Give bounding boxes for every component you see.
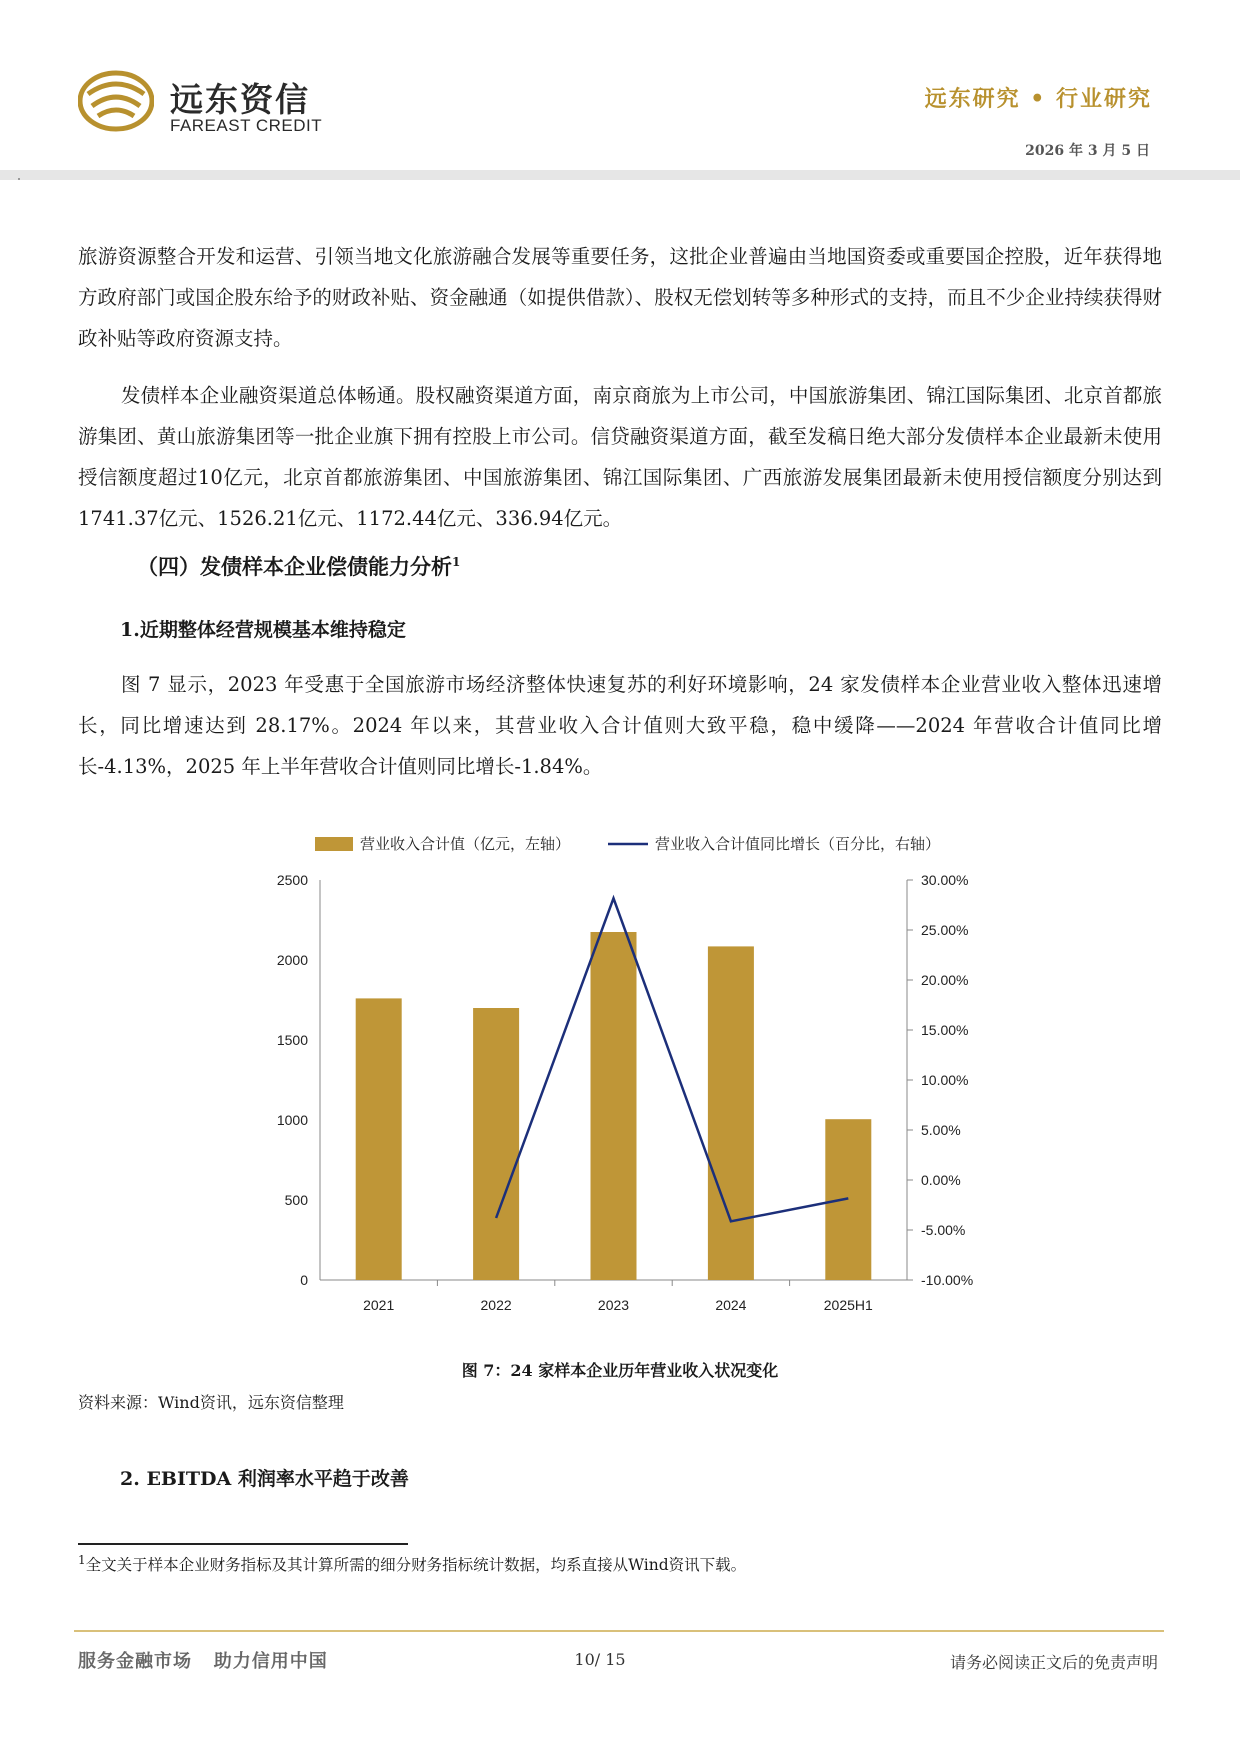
y-right-tick-label: 5.00%	[921, 1122, 961, 1138]
footnote-text: 全文关于样本企业财务指标及其计算所需的细分财务指标统计数据，均系直接从Wind资讯下载。	[85, 1556, 747, 1575]
line-growth-rate	[496, 898, 848, 1221]
footer-disclaimer: 请务必阅读正文后的免责声明	[949, 1653, 1158, 1672]
figure-caption: 图 7：24 家样本企业历年营业收入状况变化	[461, 1361, 779, 1380]
section-heading	[137, 551, 460, 581]
footnote	[78, 1553, 746, 1575]
y-right-tick-label: 25.00%	[921, 922, 969, 938]
legend-label-line: 营业收入合计值同比增长（百分比，右轴）	[655, 836, 941, 853]
y-right-tick-label: 15.00%	[921, 1022, 969, 1038]
revenue-chart	[270, 825, 1030, 1325]
footer-slogan: 服务金融市场 助力信用中国	[78, 1651, 328, 1672]
report-date: 2026 年 3 月 5 日	[1025, 143, 1150, 159]
body-paragraph: 旅游资源整合开发和运营、引领当地文化旅游融合发展等重要任务，这批企业普遍由当地国资委或重要国企控股，近年获得地方政府部门或国企股东给予的财政补贴、资金融通（如提供借款）、股权无偿划转等多种形式的支持，而且不少企业持续获得财政补贴等政府资源支持。	[78, 245, 1162, 350]
y-left-tick-label: 2000	[276, 952, 308, 968]
x-tick-label: 2025H1	[823, 1297, 873, 1313]
y-right-tick-label: 0.00%	[921, 1172, 961, 1188]
header-dot	[18, 178, 20, 180]
section-heading-text: （四）发债样本企业偿债能力分析	[137, 554, 452, 579]
y-right-tick-label: -10.00%	[921, 1272, 974, 1288]
bar-revenue	[591, 932, 637, 1280]
legend-label-bar: 营业收入合计值（亿元，左轴）	[360, 836, 571, 853]
fareast-logo-icon	[78, 70, 154, 132]
y-right-tick-label: 20.00%	[921, 972, 969, 988]
footnote-mark: 1	[452, 555, 461, 569]
chart-legend	[315, 835, 940, 853]
y-right-tick-label: 30.00%	[921, 872, 969, 888]
footer-divider	[74, 1630, 1164, 1632]
report-series: 远东研究 • 行业研究	[924, 86, 1152, 112]
x-tick-label: 2021	[363, 1297, 395, 1313]
figure-source: 资料来源：Wind资讯，远东资信整理	[78, 1393, 344, 1412]
y-left-tick-label: 1500	[276, 1032, 308, 1048]
subsection-heading: 1.近期整体经营规模基本维持稳定	[120, 619, 406, 641]
legend-swatch-bar	[315, 837, 353, 851]
body-paragraph: 图 7 显示，2023 年受惠于全国旅游市场经济整体快速复苏的利好环境影响，24 家发债样本企业营业收入整体迅速增长，同比增速达到 28.17%。2024 年以来，其营业收入合计值则大致平稳，稳中缓降——2024 年营收合计值同比增长-4.13%，2025 年上半年营收合计值则同比增长-1.84%。	[78, 673, 1162, 778]
brand-name-en: FAREAST CREDIT	[170, 116, 323, 135]
bar-revenue	[473, 1008, 519, 1280]
revenue-chart-svg	[270, 825, 1030, 1325]
footnote-divider	[78, 1543, 408, 1545]
y-left-tick-label: 500	[284, 1192, 308, 1208]
brand-name-cn: 远东资信	[170, 80, 310, 119]
y-left-tick-label: 2500	[276, 872, 308, 888]
footnote-mark: 1	[78, 1553, 86, 1567]
bar-revenue	[708, 946, 754, 1280]
bar-revenue	[356, 998, 402, 1280]
subsection-heading: 2. EBITDA 利润率水平趋于改善	[120, 1468, 409, 1490]
y-right-tick-label: -5.00%	[921, 1222, 966, 1238]
y-right-tick-label: 10.00%	[921, 1072, 969, 1088]
page-number: 10/ 15	[574, 1650, 626, 1669]
x-tick-label: 2022	[480, 1297, 512, 1313]
body-paragraph: 发债样本企业融资渠道总体畅通。股权融资渠道方面，南京商旅为上市公司，中国旅游集团、锦江国际集团、北京首都旅游集团、黄山旅游集团等一批企业旗下拥有控股上市公司。信贷融资渠道方面，截至发稿日绝大部分发债样本企业最新未使用授信额度超过10亿元，北京首都旅游集团、中国旅游集团、锦江国际集团、广西旅游发展集团最新未使用授信额度分别达到1741.37亿元、1526.21亿元、1172.44亿元、336.94亿元。	[78, 384, 1162, 530]
brand-logo	[78, 70, 323, 140]
x-tick-label: 2023	[597, 1297, 630, 1313]
y-left-tick-label: 1000	[276, 1112, 308, 1128]
x-tick-label: 2024	[715, 1297, 747, 1313]
y-left-tick-label: 0	[300, 1272, 308, 1288]
header-divider	[0, 170, 1240, 180]
